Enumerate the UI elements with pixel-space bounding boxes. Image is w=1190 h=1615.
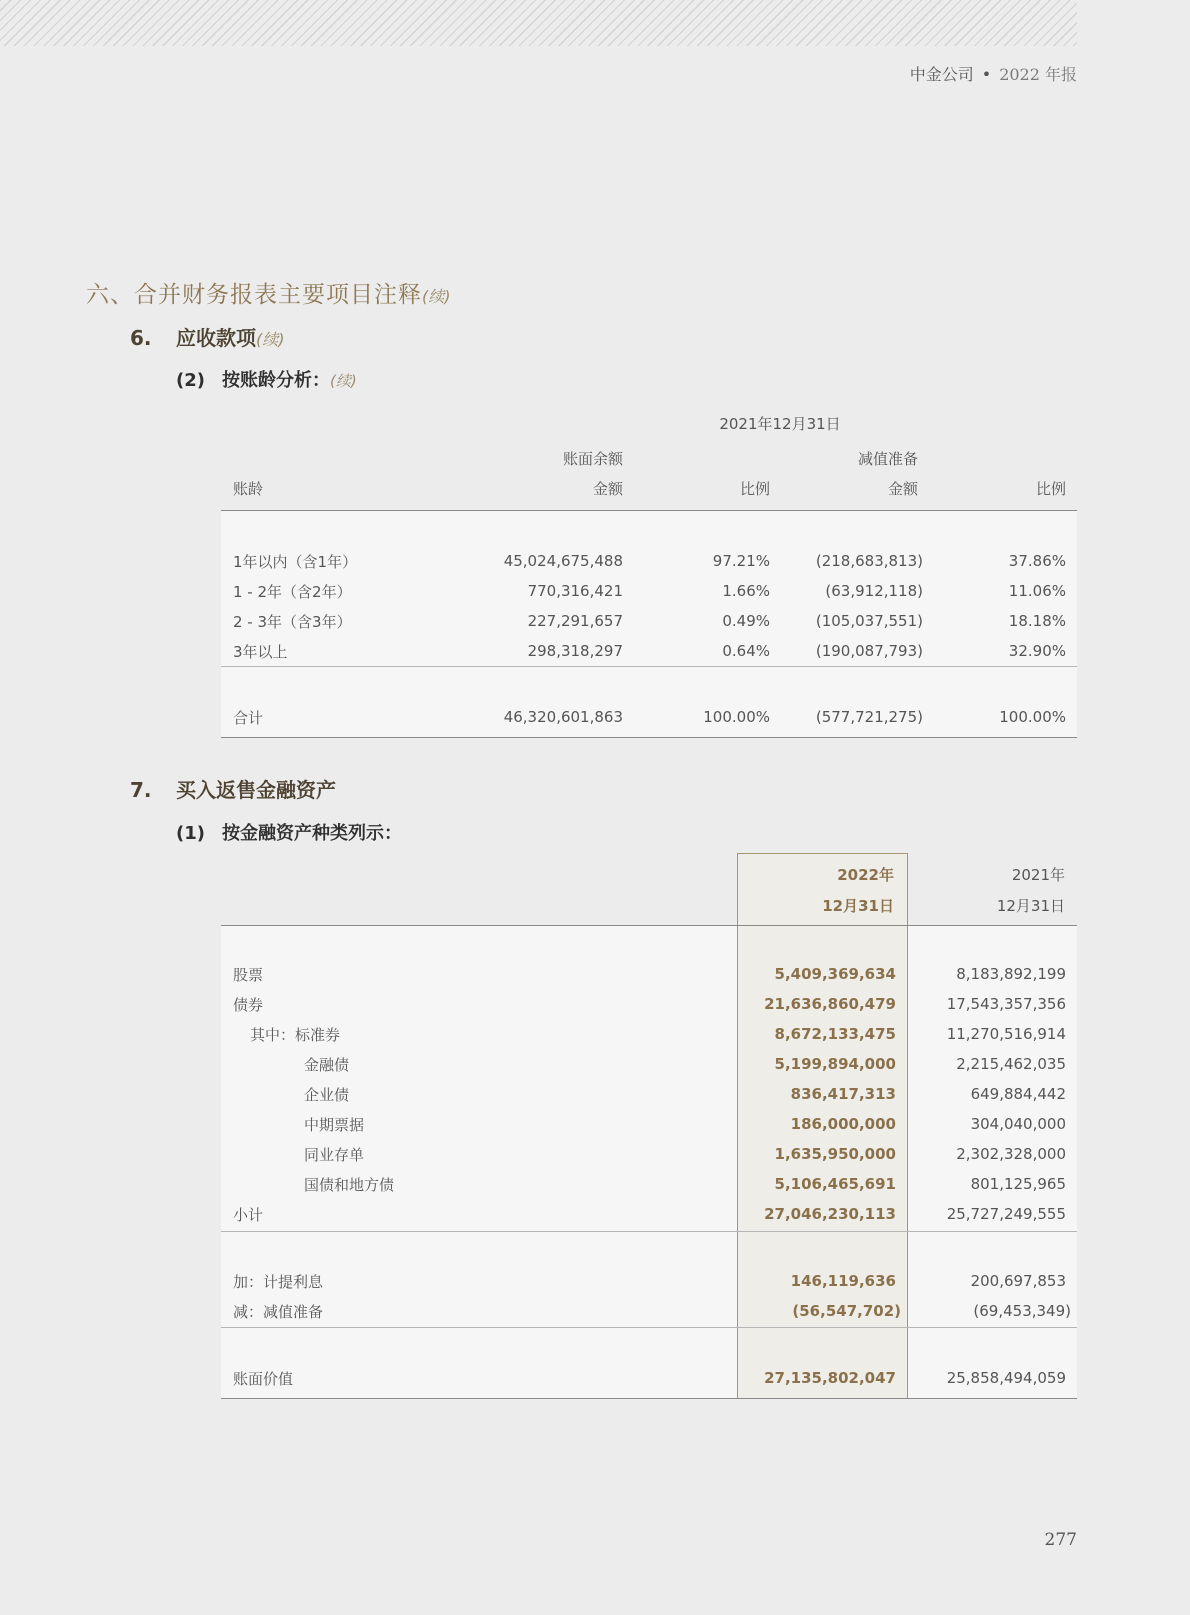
resale-row-label: 减：减值准备 [233, 1303, 324, 1321]
note-6-number: 6. [130, 326, 152, 350]
note-7-heading [130, 774, 336, 803]
note-6-title: 应收款项 [176, 326, 256, 350]
resale-row-2021: 304,040,000 [970, 1115, 1066, 1133]
section-title [86, 276, 451, 309]
resale-row-2021: 2,215,462,035 [956, 1055, 1066, 1073]
resale-row-2022: 1,635,950,000 [774, 1145, 896, 1163]
resale-row-label: 加：计提利息 [233, 1273, 324, 1291]
aging-row-imp-ratio: 32.90% [1008, 642, 1066, 660]
aging-row-ratio: 97.21% [712, 552, 770, 570]
aging-row-label: 2 - 3年（含3年） [233, 613, 352, 631]
resale-row-2021: 801,125,965 [970, 1175, 1066, 1193]
aging-row-ratio: 0.64% [722, 642, 770, 660]
resale-row-2021: 25,858,494,059 [946, 1369, 1066, 1387]
aging-row-imp-amount: (63,912,118) [825, 582, 923, 600]
running-header [910, 62, 1077, 85]
note-7-1-title: 按金融资产种类列示： [222, 823, 402, 844]
resale-row-2022: 27,135,802,047 [764, 1369, 896, 1387]
aging-total-label: 合计 [233, 709, 264, 727]
section-title-text: 六、合并财务报表主要项目注释 [86, 282, 422, 308]
aging-row-imp-ratio: 11.06% [1008, 582, 1066, 600]
aging-row-ratio: 0.49% [722, 612, 770, 630]
report-name: 2022 年报 [999, 65, 1077, 84]
aging-col-amount: 金额 [592, 480, 623, 498]
resale-row-2021: 8,183,892,199 [956, 965, 1066, 983]
resale-row-2021: 25,727,249,555 [946, 1205, 1066, 1223]
aging-row-label: 1 - 2年（含2年） [233, 583, 352, 601]
resale-col-2021-date: 12月31日 [996, 897, 1065, 915]
note-6-2-heading [176, 366, 357, 392]
resale-row-2022: 8,672,133,475 [774, 1025, 896, 1043]
aging-col-imp-amount: 金额 [887, 480, 918, 498]
header-separator: • [981, 65, 992, 84]
resale-row-2022: 5,199,894,000 [774, 1055, 896, 1073]
resale-row-2021: 649,884,442 [970, 1085, 1066, 1103]
note-7-number: 7. [130, 778, 152, 802]
resale-row-2022: 146,119,636 [790, 1272, 896, 1290]
resale-row-2021: 200,697,853 [970, 1272, 1066, 1290]
note-6-2-number: (2) [176, 370, 205, 391]
resale-row-label: 金融债 [304, 1056, 350, 1074]
note-6-2-title: 按账龄分析： [222, 370, 330, 391]
aging-row-amount: 45,024,675,488 [503, 552, 623, 570]
resale-adjust-rule [221, 1327, 1077, 1328]
resale-row-label: 同业存单 [304, 1146, 365, 1164]
aging-total-amount: 46,320,601,863 [503, 708, 623, 726]
note-7-1-number: (1) [176, 823, 205, 844]
aging-bottom-rule [221, 737, 1077, 738]
aging-total-band [221, 667, 1077, 737]
aging-total-imp-amount: (577,721,275) [815, 708, 923, 726]
resale-row-2021: 17,543,357,356 [946, 995, 1066, 1013]
resale-bookvalue-band [221, 1328, 1077, 1398]
resale-col-2022-date: 12月31日 [822, 897, 894, 915]
resale-row-label: 其中：标准券 [250, 1026, 341, 1044]
aging-total-imp-ratio: 100.00% [999, 708, 1066, 726]
aging-row-ratio: 1.66% [722, 582, 770, 600]
section-continued: (续) [422, 287, 451, 306]
header-hatch-decoration [0, 0, 1077, 46]
aging-impairment-group-header: 减值准备 [857, 450, 918, 468]
resale-col-2021-year: 2021年 [1011, 866, 1065, 884]
resale-row-2021: 2,302,328,000 [956, 1145, 1066, 1163]
aging-row-amount: 298,318,297 [527, 642, 623, 660]
page-number: 277 [1044, 1530, 1077, 1550]
note-6-2-continued: (续) [330, 372, 357, 390]
aging-row-imp-ratio: 18.18% [1008, 612, 1066, 630]
resale-row-label: 股票 [233, 966, 264, 984]
resale-row-label: 企业债 [304, 1086, 350, 1104]
resale-row-label: 中期票据 [304, 1116, 365, 1134]
aging-row-amount: 227,291,657 [527, 612, 623, 630]
aging-col-ratio: 比例 [739, 480, 770, 498]
aging-col-age: 账龄 [233, 480, 264, 498]
aging-balance-group-header: 账面余额 [562, 450, 623, 468]
note-6-heading [130, 322, 285, 351]
resale-row-label: 债券 [233, 996, 264, 1014]
resale-row-2022: (56,547,702) [792, 1302, 901, 1320]
resale-row-2021: (69,453,349) [973, 1302, 1071, 1320]
aging-row-imp-ratio: 37.86% [1008, 552, 1066, 570]
resale-row-2022: 186,000,000 [790, 1115, 896, 1133]
aging-row-amount: 770,316,421 [527, 582, 623, 600]
resale-row-2022: 5,409,369,634 [774, 965, 896, 983]
aging-row-imp-amount: (190,087,793) [815, 642, 923, 660]
aging-row-label: 3年以上 [233, 643, 288, 661]
company-name: 中金公司 [909, 65, 974, 84]
resale-col-2022-year: 2022年 [837, 866, 894, 884]
resale-row-label: 账面价值 [233, 1370, 294, 1388]
resale-row-label: 国债和地方债 [304, 1176, 395, 1194]
resale-bottom-rule [221, 1398, 1077, 1399]
resale-row-label: 小计 [233, 1206, 264, 1224]
aging-col-imp-ratio: 比例 [1035, 480, 1066, 498]
resale-row-2022: 27,046,230,113 [764, 1205, 896, 1223]
aging-date-header: 2021年12月31日 [719, 415, 841, 433]
resale-row-2022: 5,106,465,691 [774, 1175, 896, 1193]
resale-row-2022: 836,417,313 [790, 1085, 896, 1103]
resale-row-2022: 21,636,860,479 [764, 995, 896, 1013]
aging-row-imp-amount: (218,683,813) [815, 552, 923, 570]
note-6-continued: (续) [256, 330, 285, 349]
resale-header-rule [221, 925, 1077, 926]
resale-row-2021: 11,270,516,914 [946, 1025, 1066, 1043]
resale-subtotal-rule [221, 1231, 1077, 1232]
note-7-1-heading [176, 819, 402, 845]
aging-total-ratio: 100.00% [703, 708, 770, 726]
note-7-title: 买入返售金融资产 [176, 778, 336, 802]
aging-row-imp-amount: (105,037,551) [815, 612, 923, 630]
aging-row-label: 1年以内（含1年） [233, 553, 358, 571]
